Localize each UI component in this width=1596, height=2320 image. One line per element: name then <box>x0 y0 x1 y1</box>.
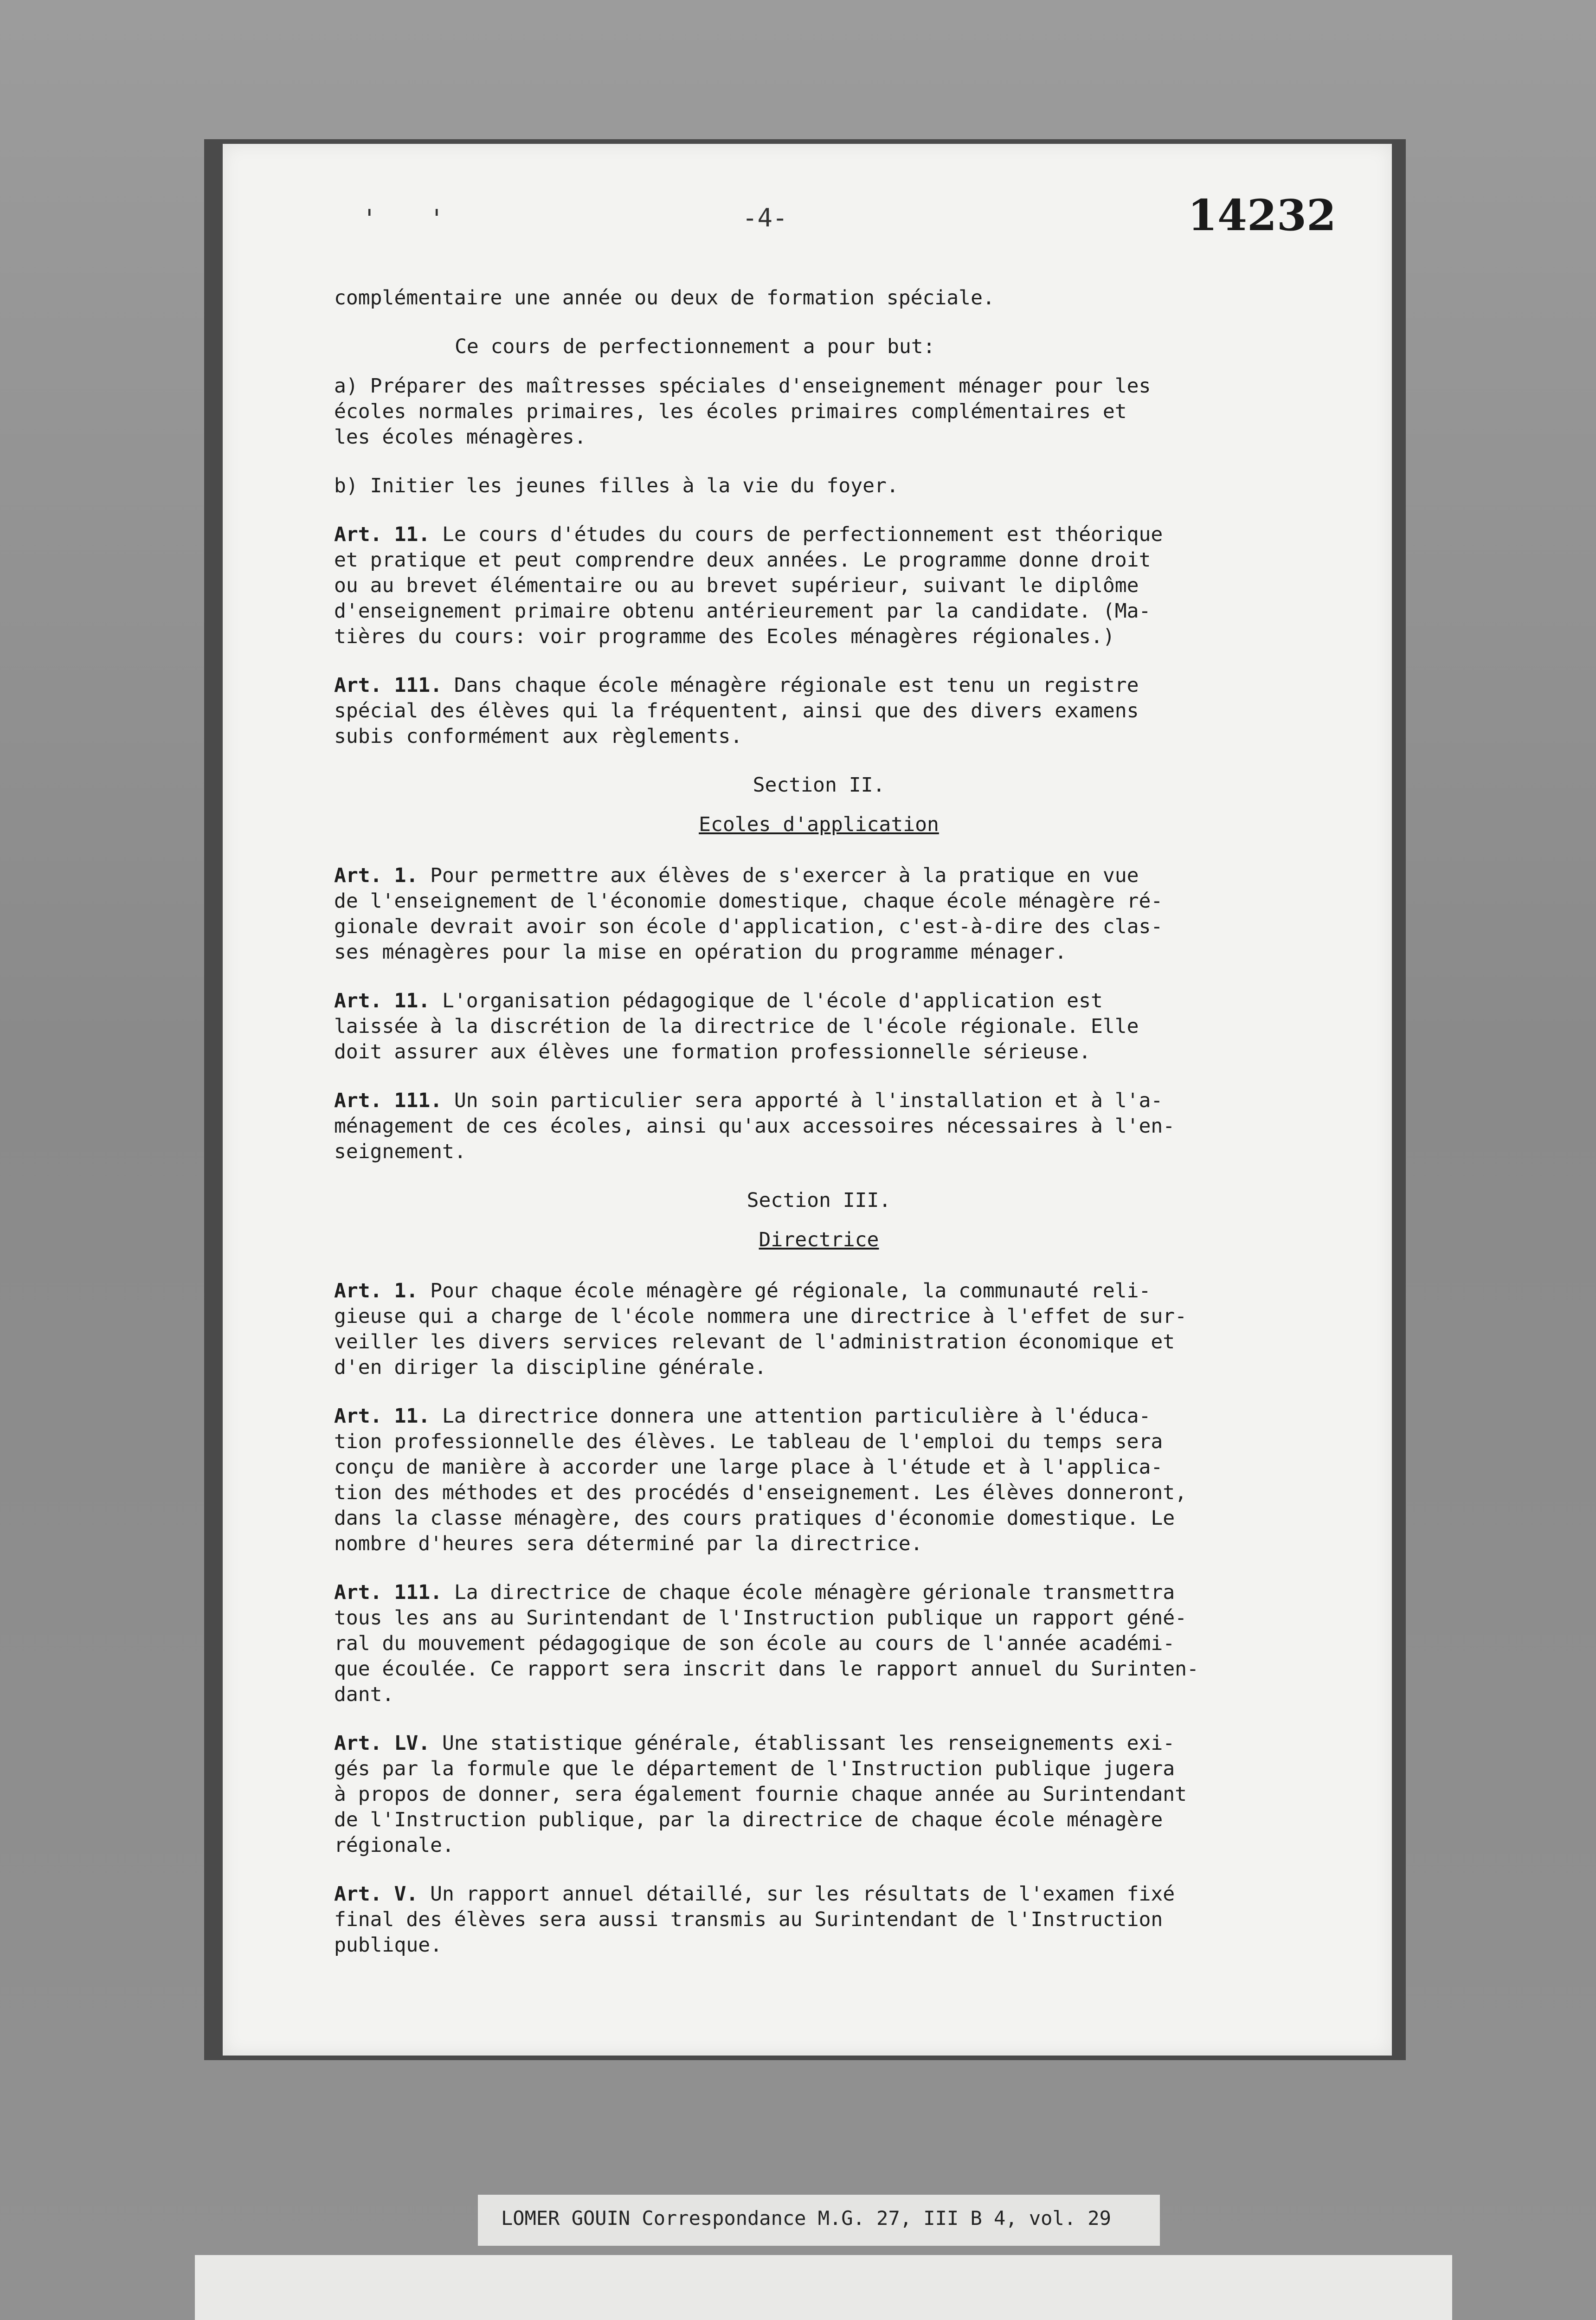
paragraph-item-b: b) Initier les jeunes filles à la vie du foyer. <box>334 474 899 497</box>
article-label: Art. 1. <box>334 864 418 887</box>
section-2-title: Ecoles d'application <box>699 813 939 836</box>
article-label: Art. 111. <box>334 1089 442 1112</box>
section-3-article-11 <box>334 1404 1304 1557</box>
document-page <box>223 144 1392 2056</box>
article-label: Art. 11. <box>334 1405 431 1428</box>
archives-stamp <box>195 2255 1452 2320</box>
article-text: Une statistique générale, établissant les renseignements exi- gés par la formule que le département de l'Instruction publique jugera à propos de donner, sera également fournie chaque année au Surintendant de l'Instruction publique, par la directrice de chaque école ménagère régionale. <box>334 1732 1187 1857</box>
section-3-article-111 <box>334 1580 1304 1708</box>
section-2-article-1 <box>334 863 1304 965</box>
article-text: Pour permettre aux élèves de s'exercer à la pratique en vue de l'enseignement de l'économie domestique, chaque école ménagère ré- gionale devrait avoir son école d'application, c'est-à-dire des clas- ses ménagères pour la mise en opération du programme ménager. <box>334 864 1163 964</box>
article-111 <box>334 673 1304 749</box>
article-text: Un rapport annuel détaillé, sur les résultats de l'examen fixé final des élèves sera aussi transmis au Surintendant de l'Instruction publique. <box>334 1882 1175 1957</box>
section-3-article-iv <box>334 1731 1304 1858</box>
section-2-article-11 <box>334 988 1304 1065</box>
archive-reference: LOMER GOUIN Correspondance M.G. 27, III B 4, vol. 29 <box>501 2207 1111 2230</box>
article-text: Le cours d'études du cours de perfectionnement est théorique et pratique et peut comprendre deux années. Le programme donne droit ou au brevet élémentaire ou au brevet supérieur, suivant le diplôme d'enseignement primaire obtenu antérieurement par la candidate. (Ma- tières du cours: voir programme des Ecoles ménagères régionales.) <box>334 523 1163 648</box>
article-text: La directrice de chaque école ménagère gérionale transmettra tous les ans au Surintendant de l'Instruction publique un rapport géné- ral du mouvement pédagogique de son école au cours de l'année académi- que écoulée. Ce rapport sera inscrit dans le rapport annuel du Surinten- dant. <box>334 1581 1199 1706</box>
article-label: Art. 111. <box>334 1581 442 1604</box>
paragraph-continuation: complémentaire une année ou deux de formation spéciale. <box>334 286 995 309</box>
paragraph-item-a: a) Préparer des maîtresses spéciales d'enseignement ménager pour les écoles normales primaires, les écoles primaires complémentaires et les écoles ménagères. <box>334 374 1151 449</box>
section-3-heading: Section III. <box>747 1189 891 1212</box>
page-number: -4- <box>742 203 788 232</box>
section-3-article-v <box>334 1882 1304 1958</box>
top-marks: ' ' <box>362 204 463 233</box>
article-text: L'organisation pédagogique de l'école d'application est laissée à la discrétion de la directrice de l'école régionale. Elle doit assurer aux élèves une formation professionnelle sérieuse. <box>334 989 1139 1063</box>
article-label: Art. 11. <box>334 523 431 546</box>
section-3-article-1 <box>334 1278 1304 1380</box>
paragraph-intro: Ce cours de perfectionnement a pour but: <box>455 335 935 358</box>
body-text <box>334 285 1304 1981</box>
article-label: Art. 1. <box>334 1279 418 1302</box>
article-text: Pour chaque école ménagère gé régionale, la communauté reli- gieuse qui a charge de l'école nommera une directrice à l'effet de sur- veiller les divers services relevant de l'administration économique et d'en diriger la discipline générale. <box>334 1279 1187 1379</box>
article-label: Art. LV. <box>334 1732 431 1755</box>
article-label: Art. V. <box>334 1882 418 1906</box>
article-11 <box>334 522 1304 650</box>
section-3-title: Directrice <box>759 1228 879 1251</box>
article-text: La directrice donnera une attention particulière à l'éduca- tion professionnelle des élèves. Le tableau de l'emploi du temps sera conçu de manière à accorder une large place à l'étude et à l'applica- tion des méthodes et des procédés d'enseignement. Les élèves donneront, dans la classe ménagère, des cours pratiques d'économie domestique. Le nombre d'heures sera déterminé par la directrice. <box>334 1405 1187 1555</box>
article-label: Art. 11. <box>334 989 431 1012</box>
article-label: Art. 111. <box>334 674 442 697</box>
archive-reference-strip <box>478 2195 1160 2246</box>
article-text: Un soin particulier sera apporté à l'installation et à l'a- ménagement de ces écoles, ainsi qu'aux accessoires nécessaires à l'en- seignement. <box>334 1089 1175 1163</box>
section-2-heading: Section II. <box>753 773 885 797</box>
article-text: Dans chaque école ménagère régionale est tenu un registre spécial des élèves qui la fréquentent, ainsi que des divers examens subis conformément aux règlements. <box>334 674 1139 748</box>
document-number: 14232 <box>1188 190 1337 240</box>
section-2-article-111 <box>334 1088 1304 1165</box>
